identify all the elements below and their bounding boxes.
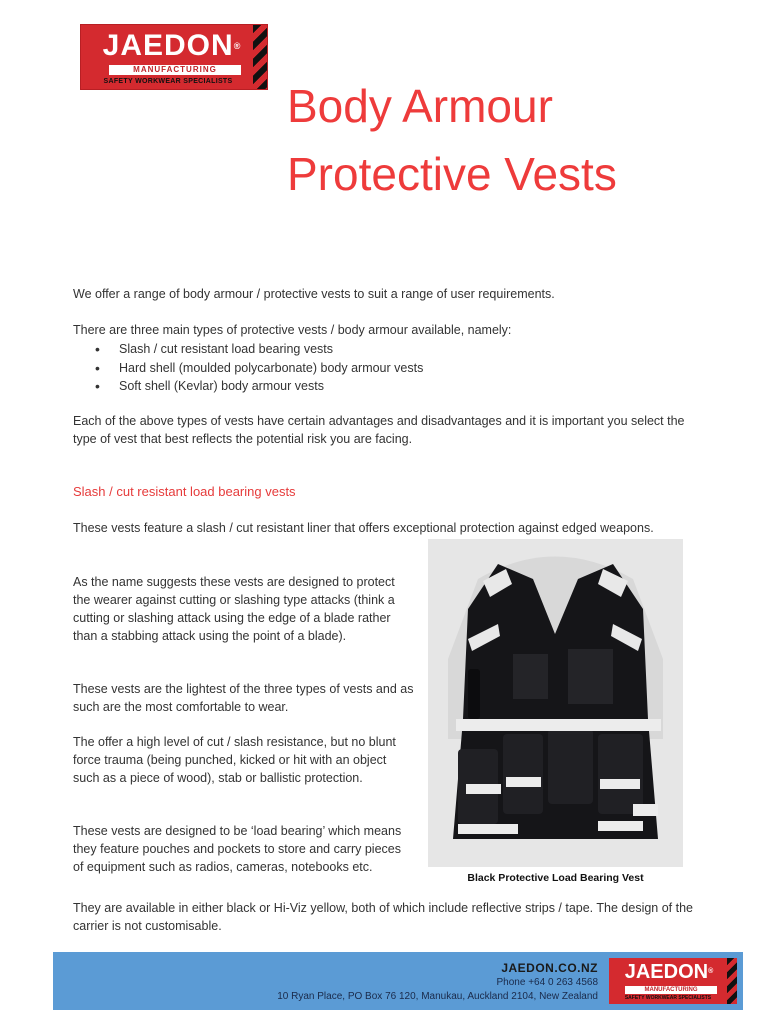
types-intro: There are three main types of protective vests / body armour available, namely: xyxy=(73,323,512,337)
logo-brand: JAEDON® xyxy=(102,29,242,62)
logo-manufacturing: MANUFACTURING xyxy=(109,65,241,75)
company-logo xyxy=(80,24,268,90)
footer-logo-manufacturing: MANUFACTURING xyxy=(625,986,717,994)
list-item: • Slash / cut resistant load bearing vests xyxy=(95,340,423,359)
logo-tagline: SAFETY WORKWEAR SPECIALISTS xyxy=(103,78,233,85)
section-paragraph-4: The offer a high level of cut / slash resistance, but no blunt force trauma (being punched, kicked or hit with an object such as a piece of wood), stab or ballistic protection. xyxy=(73,735,396,785)
footer-logo-stripes xyxy=(727,958,737,1004)
footer-address: 10 Ryan Place, PO Box 76 120, Manukau, Auckland 2104, New Zealand xyxy=(277,991,598,1002)
vest-photo xyxy=(428,539,683,867)
section-heading: Slash / cut resistant load bearing vests xyxy=(73,484,296,499)
footer-website[interactable]: JAEDON.CO.NZ xyxy=(501,961,598,975)
section-paragraph-6: They are available in either black or Hi-Viz yellow, both of which include reflective strips / tape. The design of the carrier is not customisable. xyxy=(73,901,694,933)
footer-logo-brand: JAEDON® xyxy=(624,961,714,983)
advice-paragraph: Each of the above types of vests have certain advantages and disadvantages and it is important you select the type of vest that best reflects the potential risk you are facing. xyxy=(73,414,685,446)
title-line-1: Body Armour xyxy=(287,80,553,132)
vest-illustration xyxy=(428,539,683,867)
footer-phone: Phone +64 0 263 4568 xyxy=(496,977,598,988)
title-line-2: Protective Vests xyxy=(287,148,617,200)
photo-caption: Black Protective Load Bearing Vest xyxy=(467,872,644,884)
list-item: • Soft shell (Kevlar) body armour vests xyxy=(95,377,423,396)
vest-types-list xyxy=(95,340,423,396)
logo-stripes xyxy=(253,25,267,89)
footer-logo xyxy=(609,958,737,1004)
section-paragraph-5: These vests are designed to be ‘load bearing’ which means they feature pouches and pockets to store and carry pieces of equipment such as radios, cameras, notebooks etc. xyxy=(73,824,402,874)
section-paragraph-1: These vests feature a slash / cut resistant liner that offers exceptional protection against edged weapons. xyxy=(73,521,654,535)
footer xyxy=(53,952,743,1010)
footer-logo-tagline: SAFETY WORKWEAR SPECIALISTS xyxy=(624,995,712,1001)
list-item: • Hard shell (moulded polycarbonate) body armour vests xyxy=(95,359,423,378)
section-paragraph-2: As the name suggests these vests are designed to protect the wearer against cutting or slashing type attacks (think a cutting or slashing attack using the edge of a blade rather than a stabbing attack using the point of a blade). xyxy=(73,575,395,643)
page-title xyxy=(287,72,747,208)
section-paragraph-3: These vests are the lightest of the three types of vests and as such are the most comfortable to wear. xyxy=(73,682,414,714)
intro-paragraph: We offer a range of body armour / protective vests to suit a range of user requirements. xyxy=(73,287,555,301)
